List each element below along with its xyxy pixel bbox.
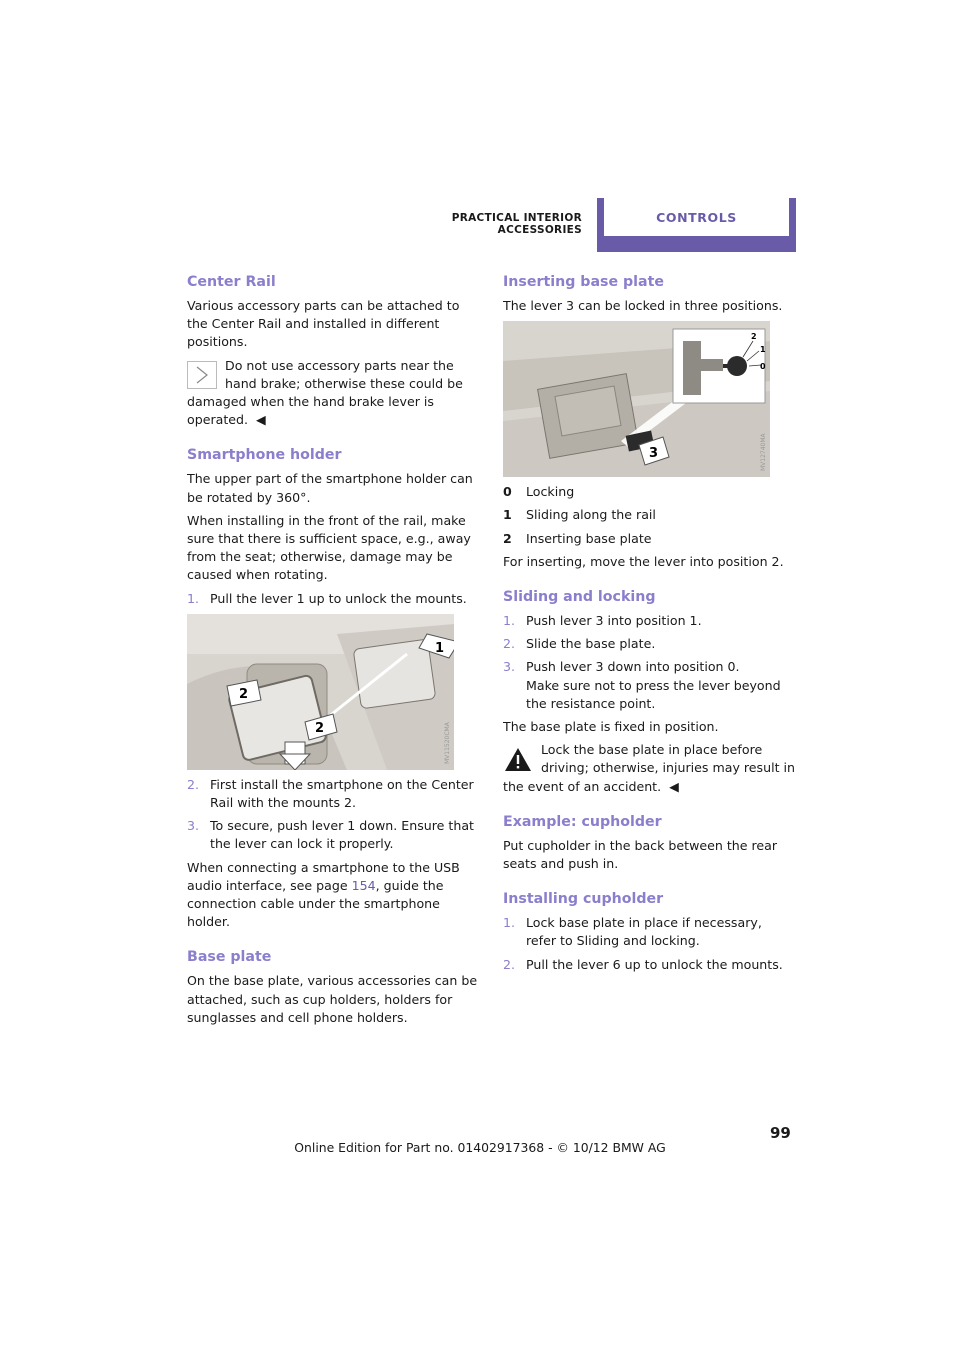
step-text: Slide the base plate. xyxy=(526,636,656,652)
inserting-base-plate-heading: Inserting base plate xyxy=(503,274,665,290)
callout-3-label: 3 xyxy=(649,446,659,462)
smartphone-steps-a xyxy=(187,590,479,608)
smartphone-rotation-text: The upper part of the smartphone holder can be rotated by 360°. xyxy=(187,471,473,505)
list-item xyxy=(187,776,479,812)
center-rail-heading: Center Rail xyxy=(187,274,276,290)
installing-cupholder-heading: Installing cupholder xyxy=(503,891,664,908)
edition-footer: Online Edition for Part no. 01402917368 - © 10/12 BMW AG xyxy=(294,1140,666,1155)
base-plate-text: On the base plate, various accessories can be attached, such as cup holders, holders for sunglasses and cell phone holders. xyxy=(187,973,478,1025)
smartphone-holder-figure xyxy=(187,614,454,770)
step-number: 3. xyxy=(187,818,200,834)
callout-1-label: 1 xyxy=(435,640,445,656)
cupholder-heading: Example: cupholder xyxy=(503,813,662,830)
step-text: Push lever 3 into position 1. xyxy=(526,613,702,629)
list-item xyxy=(503,483,795,501)
sliding-locking-heading: Sliding and locking xyxy=(503,589,656,606)
base-plate-heading: Base plate xyxy=(187,949,272,966)
header-tab xyxy=(597,198,796,252)
step-subtext: Make sure not to press the lever beyond the resistance point. xyxy=(526,677,781,711)
list-item xyxy=(503,914,795,950)
step-text: Pull the lever 1 up to unlock the mounts. xyxy=(210,590,467,606)
step-number: 3. xyxy=(503,659,516,675)
step-number: 1. xyxy=(187,590,200,606)
smartphone-holder-heading: Smartphone holder xyxy=(187,447,342,464)
position-2-label: 2 xyxy=(751,332,757,342)
inserting-text: The lever 3 can be locked in three positions. xyxy=(503,298,783,313)
page-link-154[interactable]: 154 xyxy=(351,877,376,893)
usb-text-start: When connecting a smartphone to the USB audio interface, see page xyxy=(187,859,460,893)
step-number: 2. xyxy=(503,956,516,972)
right-column xyxy=(503,272,795,974)
step-text: Lock base plate in place if necessary, refer to Sliding and locking. xyxy=(526,915,762,949)
step-number: 1. xyxy=(503,613,516,629)
end-of-note-mark: ◀ xyxy=(665,778,679,794)
warning-note xyxy=(503,741,795,796)
legend-text: Locking xyxy=(526,484,575,500)
legend-text: Sliding along the rail xyxy=(526,507,656,523)
callout-2a-label: 2 xyxy=(239,686,249,702)
end-of-note-mark: ◀ xyxy=(252,412,266,428)
list-item xyxy=(503,530,795,548)
center-rail-note xyxy=(187,357,479,430)
callout-2b-label: 2 xyxy=(315,720,325,736)
step-number: 2. xyxy=(503,636,516,652)
lever-positions-figure xyxy=(503,321,770,477)
step-number: 2. xyxy=(187,776,200,792)
list-item xyxy=(503,612,795,630)
smartphone-steps-b xyxy=(187,776,479,854)
triangle-arrow-icon xyxy=(187,361,217,389)
step-text: First install the smartphone on the Center Rail with the mounts 2. xyxy=(210,776,474,811)
step-text: Push lever 3 down into position 0. xyxy=(526,659,740,675)
smartphone-space-text: When installing in the front of the rail, make sure that there is sufficient space, e.g., away from the seat; otherwise, damage may be caused when rotating. xyxy=(187,512,471,583)
legend-text: Inserting base plate xyxy=(526,530,652,546)
figure-code: MV11520CMA xyxy=(444,722,451,764)
usb-text-end: , guide the connection cable under the smartphone holder. xyxy=(187,877,444,930)
legend-number: 1 xyxy=(503,507,512,523)
step-text: Pull the lever 6 up to unlock the mounts. xyxy=(526,956,783,972)
list-item xyxy=(503,635,795,653)
installing-steps xyxy=(503,914,795,974)
list-item xyxy=(187,590,479,608)
page-number: 99 xyxy=(770,1124,791,1142)
position-1-label: 1 xyxy=(760,345,766,355)
step-number: 1. xyxy=(503,915,516,931)
figure-code: MV12740MA xyxy=(760,433,767,472)
center-rail-note-text: Do not use accessory parts near the hand brake; otherwise these could be damaged when the hand brake lever is operated. xyxy=(187,357,463,428)
list-item xyxy=(503,506,795,524)
list-item xyxy=(503,658,795,713)
step-text: To secure, push lever 1 down. Ensure that the lever can lock it properly. xyxy=(210,818,474,852)
center-rail-intro: Various accessory parts can be attached to the Center Rail and installed in different positions. xyxy=(187,298,460,350)
list-item xyxy=(503,956,795,974)
legend-number: 2 xyxy=(503,530,512,546)
inserting-instruction: For inserting, move the lever into position 2. xyxy=(503,553,784,569)
cupholder-text: Put cupholder in the back between the rear seats and push in. xyxy=(503,837,778,872)
lever-position-legend xyxy=(503,483,795,548)
legend-number: 0 xyxy=(503,484,512,500)
sliding-steps xyxy=(503,612,795,713)
fixed-position-text: The base plate is fixed in position. xyxy=(503,719,719,735)
warning-text: Lock the base plate in place before driving; otherwise, injuries may result in the event of an accident. xyxy=(503,742,796,794)
left-column xyxy=(187,272,479,1027)
list-item xyxy=(187,817,479,853)
header-section-title: PRACTICAL INTERIOR ACCESSORIES xyxy=(451,212,582,236)
position-0-label: 0 xyxy=(760,362,766,372)
warning-triangle-icon xyxy=(503,745,533,773)
header-tab-label: CONTROLS xyxy=(604,198,789,236)
usb-connection-text xyxy=(187,859,479,932)
